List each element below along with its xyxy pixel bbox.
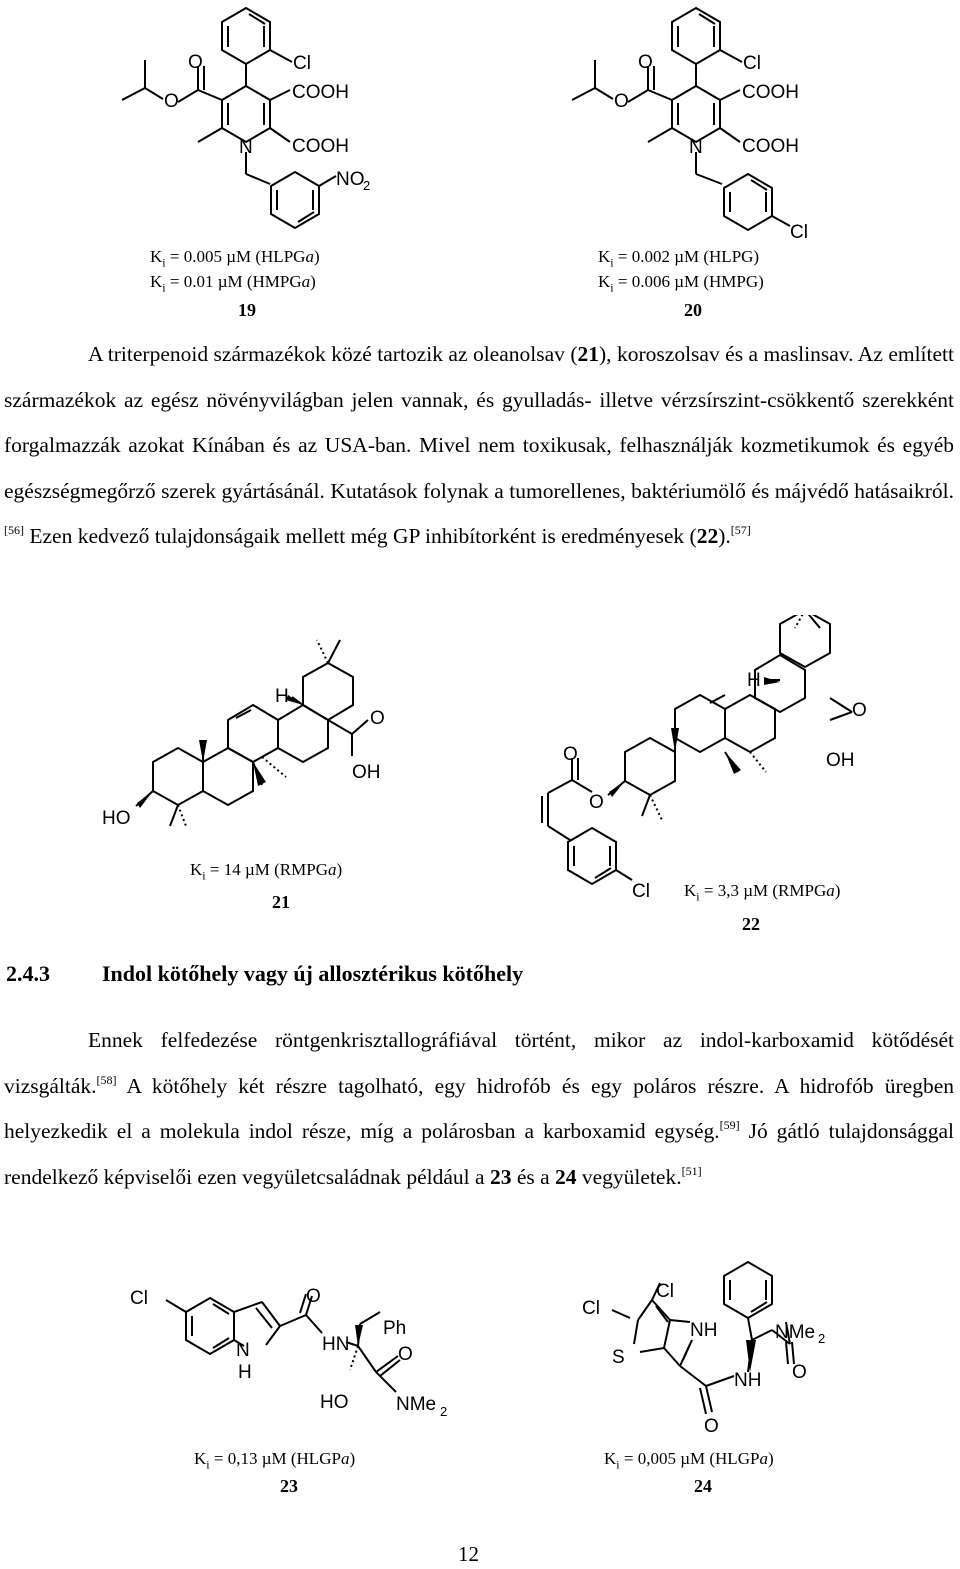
ki-24: $K_i = 0,005$ µM (HLGPa)	[604, 1449, 774, 1472]
structure-19-bonds	[122, 8, 336, 228]
atom-n: N	[689, 137, 703, 158]
atom-o: O	[164, 91, 179, 112]
page-number: 12	[458, 1542, 479, 1566]
atom-ph: Ph	[383, 1318, 407, 1339]
structure-23-bonds	[166, 1294, 400, 1392]
atom-o: O	[563, 744, 578, 765]
citation-58: [58]	[96, 1072, 117, 1087]
compound-number-19: 19	[238, 300, 256, 320]
paragraph-indole-site	[4, 1018, 954, 1200]
atom-subscript: 2	[440, 1404, 448, 1419]
citation-59: [59]	[719, 1118, 740, 1132]
atom-h: H	[275, 686, 289, 707]
ki-20-line1: $K_i = 0.002$ µM (HLPG)	[598, 247, 760, 270]
ki-19-line2: $K_i = 0.01$ µM (HMPGa)	[150, 272, 316, 295]
atom-o: O	[398, 1344, 413, 1365]
atom-cl: Cl	[130, 1288, 148, 1309]
ki-23: $K_i = 0,13$ µM (HLGPa)	[194, 1449, 356, 1472]
atom-subscript: 2	[818, 1331, 826, 1346]
structure-21-bonds	[136, 640, 368, 826]
atom-h: H	[238, 1362, 252, 1383]
atom-nme: NMe	[775, 1322, 816, 1343]
paragraph-triterpenoids	[4, 332, 954, 560]
structure-23	[130, 1275, 470, 1445]
structure-20-bonds	[572, 8, 790, 230]
atom-no: NO	[336, 169, 365, 190]
atom-o: O	[589, 792, 604, 813]
citation-56: [56]	[4, 523, 24, 537]
atom-cl: Cl	[656, 1281, 674, 1302]
compound-number-23: 23	[280, 1476, 298, 1496]
structure-24	[575, 1255, 845, 1445]
atom-o: O	[792, 1362, 807, 1383]
compound-number-22: 22	[742, 914, 760, 934]
atom-cl: Cl	[582, 1298, 600, 1319]
atom-h: H	[747, 670, 761, 691]
atom-cl: Cl	[743, 53, 761, 74]
atom-n: N	[239, 137, 253, 158]
section-title: Indol kötőhely vagy új allosztérikus kötőhely	[102, 961, 524, 986]
atom-cl: Cl	[293, 53, 311, 74]
atom-subscript: 2	[363, 178, 371, 193]
atom-cl: Cl	[632, 881, 650, 902]
atom-ho: HO	[320, 1392, 349, 1413]
atom-o: O	[614, 91, 629, 112]
atom-hn: HN	[322, 1334, 350, 1355]
atom-o: O	[188, 52, 203, 73]
atom-o: O	[638, 52, 653, 73]
atom-o: O	[306, 1286, 321, 1307]
atom-oh: OH	[826, 750, 855, 771]
structure-21	[100, 625, 430, 840]
ki-19-line1: $K_i = 0.005$ µM (HLPGa)	[150, 247, 320, 270]
atom-nh: NH	[734, 1370, 762, 1391]
ki-20-line2: $K_i = 0.006$ µM (HMPG)	[598, 272, 764, 295]
citation-51: [51]	[681, 1163, 702, 1178]
atom-n: N	[236, 1340, 250, 1361]
atom-o: O	[852, 700, 867, 721]
structure-19	[110, 0, 390, 240]
atom-cooh: COOH	[292, 136, 349, 157]
atom-o: O	[704, 1416, 719, 1437]
structure-22-bonds	[542, 615, 852, 884]
section-number: 2.4.3	[6, 961, 50, 986]
atom-cl: Cl	[790, 222, 808, 243]
ki-22: $K_i = 3,3$ µM (RMPGa)	[684, 881, 841, 904]
atom-cooh: COOH	[742, 82, 799, 103]
ki-21: $K_i = 14$ µM (RMPGa)	[190, 860, 343, 883]
atom-cooh: COOH	[292, 82, 349, 103]
atom-nh: NH	[690, 1320, 718, 1341]
structure-20	[560, 0, 840, 245]
compound-number-20: 20	[684, 300, 702, 320]
atom-nme: NMe	[396, 1394, 437, 1415]
section-heading	[6, 961, 523, 987]
structure-22	[520, 615, 900, 905]
atom-o: O	[370, 708, 385, 729]
compound-number-21: 21	[272, 892, 290, 912]
atom-ho: HO	[102, 808, 131, 829]
atom-cooh: COOH	[742, 136, 799, 157]
paragraph-text: A triterpenoid származékok közé tartozik az oleanolsav (21), koroszolsav és a maslinsav. Az említett származékok az egész növényvilágban jelen vannak, és gyulladás- illetve vérzsírszint-csökkentő szerekként forgalmazzák azokat Kínában és az USA-ban. Mivel nem toxikusak, felhasználják kozmetikumok és egyéb egészségmegőrző szerek gyártásánál. Kutatások folynak a tumorellenes, baktériumölő és májvédő hatásaikról.[56] Ezen kedvező tulajdonságaik mellett még GP inhibítorként is eredményesek (22).[57]	[4, 342, 954, 548]
citation-57: [57]	[730, 523, 751, 537]
compound-number-24: 24	[694, 1476, 712, 1496]
atom-s: S	[612, 1347, 625, 1368]
atom-oh: OH	[352, 762, 381, 783]
paragraph-text: Ennek felfedezése röntgenkrisztallográfiával történt, mikor az indol-karboxamid kötődését vizsgálták.[58] A kötőhely két részre tagolható, egy hidrofób és egy poláros részre. A hidrofób üregben helyezkedik el a molekula indol része, míg a polárosban a karboxamid egység.[59] Jó gátló tulajdonsággal rendelkező képviselői ezen vegyületcsaládnak például a 23 és a 24 vegyületek.[51]	[4, 1028, 954, 1189]
